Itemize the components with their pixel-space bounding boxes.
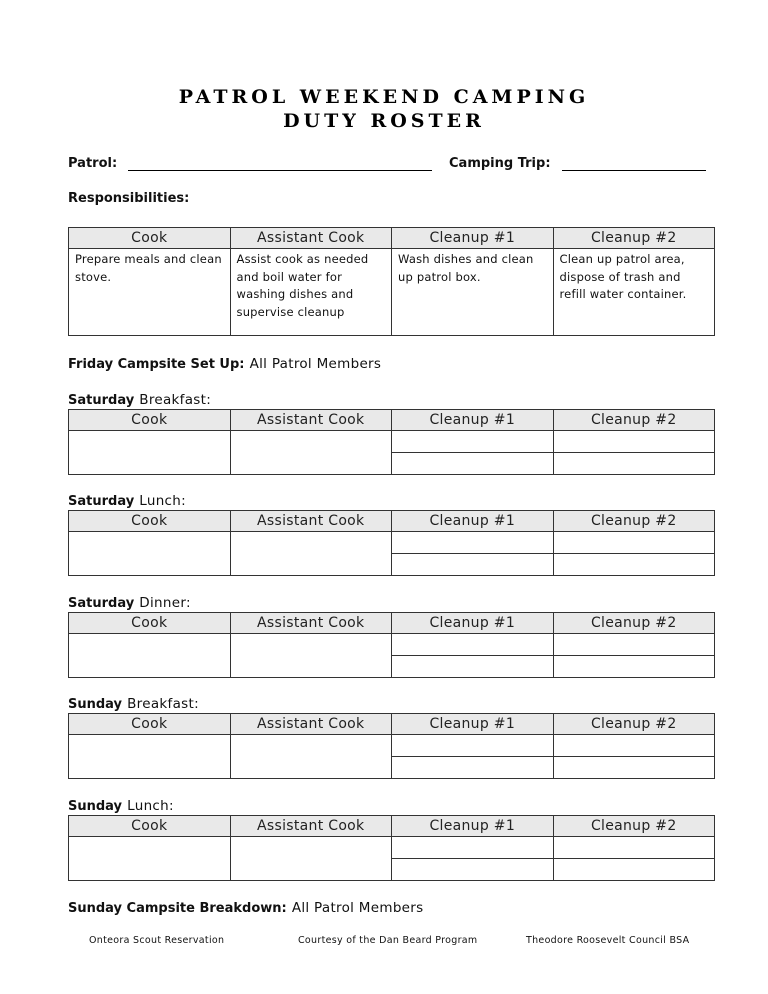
cleanup-2-cell[interactable] (553, 634, 715, 656)
meal-table-saturday-dinner (68, 612, 715, 678)
cleanup-2-cell[interactable] (553, 656, 715, 678)
cleanup-1-cell[interactable] (392, 532, 554, 554)
meal-label-sunday-breakfast (68, 693, 199, 712)
camping-trip-row (449, 152, 706, 171)
sunday-breakdown-label: Sunday Campsite Breakdown: (68, 901, 287, 916)
cook-cell[interactable] (69, 532, 231, 576)
cleanup-1-cell[interactable] (392, 453, 554, 475)
col-cook: Cook (69, 613, 231, 634)
cleanup-1-cell[interactable] (392, 634, 554, 656)
cleanup-1-cell[interactable] (392, 431, 554, 453)
cleanup-2-cell[interactable] (553, 431, 715, 453)
meal-name: Lunch: (127, 798, 174, 814)
resp-header-cleanup-2: Cleanup #2 (553, 228, 715, 249)
meal-name: Breakfast: (127, 696, 199, 712)
meal-day: Saturday (68, 393, 135, 408)
cook-cell[interactable] (69, 837, 231, 881)
cook-cell[interactable] (69, 431, 231, 475)
cleanup-2-cell[interactable] (553, 757, 715, 779)
col-cleanup-2: Cleanup #2 (553, 816, 715, 837)
camping-trip-field[interactable] (562, 156, 706, 171)
cleanup-1-cell[interactable] (392, 837, 554, 859)
friday-setup-row (68, 353, 381, 372)
meal-name: Breakfast: (139, 392, 212, 408)
cleanup-2-cell[interactable] (553, 735, 715, 757)
patrol-label: Patrol: (68, 156, 118, 171)
camping-trip-label: Camping Trip: (449, 156, 551, 171)
patrol-field[interactable] (128, 156, 432, 171)
assistant-cook-cell[interactable] (230, 532, 392, 576)
meal-day: Saturday (68, 596, 135, 611)
col-assistant-cook: Assistant Cook (230, 714, 392, 735)
title-line-2: DUTY ROSTER (283, 110, 485, 132)
meal-label-saturday-lunch (68, 490, 186, 509)
cleanup-2-cell[interactable] (553, 453, 715, 475)
resp-desc-cook: Prepare meals and clean stove. (69, 249, 231, 336)
assistant-cook-cell[interactable] (230, 735, 392, 779)
sunday-breakdown-row (68, 897, 423, 916)
col-cleanup-1: Cleanup #1 (392, 816, 554, 837)
resp-header-cook: Cook (69, 228, 231, 249)
meal-label-saturday-breakfast (68, 389, 211, 408)
col-cook: Cook (69, 816, 231, 837)
cleanup-2-cell[interactable] (553, 554, 715, 576)
assistant-cook-cell[interactable] (230, 837, 392, 881)
patrol-row (68, 152, 432, 171)
col-cook: Cook (69, 410, 231, 431)
cleanup-1-cell[interactable] (392, 757, 554, 779)
col-cleanup-2: Cleanup #2 (553, 410, 715, 431)
friday-setup-value: All Patrol Members (249, 356, 382, 372)
meal-name: Dinner: (139, 595, 191, 611)
footer-left: Onteora Scout Reservation (89, 935, 225, 946)
meal-table-sunday-lunch (68, 815, 715, 881)
col-cleanup-1: Cleanup #1 (392, 511, 554, 532)
footer-right: Theodore Roosevelt Council BSA (526, 935, 690, 946)
meal-label-sunday-lunch (68, 795, 174, 814)
assistant-cook-cell[interactable] (230, 431, 392, 475)
resp-header-cleanup-1: Cleanup #1 (392, 228, 554, 249)
resp-desc-cleanup-1: Wash dishes and clean up patrol box. (392, 249, 554, 336)
cleanup-1-cell[interactable] (392, 859, 554, 881)
sunday-breakdown-value: All Patrol Members (291, 900, 424, 916)
meal-table-sunday-breakfast (68, 713, 715, 779)
meal-name: Lunch: (139, 493, 186, 509)
col-cleanup-2: Cleanup #2 (553, 714, 715, 735)
col-cleanup-1: Cleanup #1 (392, 613, 554, 634)
title-line-1: PATROL WEEKEND CAMPING (178, 86, 590, 108)
col-cleanup-2: Cleanup #2 (553, 613, 715, 634)
col-assistant-cook: Assistant Cook (230, 511, 392, 532)
col-assistant-cook: Assistant Cook (230, 410, 392, 431)
meal-table-saturday-lunch (68, 510, 715, 576)
assistant-cook-cell[interactable] (230, 634, 392, 678)
responsibilities-table (68, 227, 715, 336)
resp-desc-assistant-cook: Assist cook as needed and boil water for washing dishes and supervise cleanup (230, 249, 392, 336)
cleanup-2-cell[interactable] (553, 837, 715, 859)
responsibilities-label: Responsibilities: (68, 191, 190, 206)
meal-day: Sunday (68, 697, 123, 712)
meal-label-saturday-dinner (68, 592, 191, 611)
col-assistant-cook: Assistant Cook (230, 613, 392, 634)
resp-desc-cleanup-2: Clean up patrol area, dispose of trash and refill water container. (553, 249, 715, 336)
cleanup-1-cell[interactable] (392, 735, 554, 757)
col-assistant-cook: Assistant Cook (230, 816, 392, 837)
cleanup-2-cell[interactable] (553, 532, 715, 554)
col-cook: Cook (69, 511, 231, 532)
col-cleanup-1: Cleanup #1 (392, 410, 554, 431)
cleanup-1-cell[interactable] (392, 554, 554, 576)
col-cleanup-2: Cleanup #2 (553, 511, 715, 532)
resp-header-assistant-cook: Assistant Cook (230, 228, 392, 249)
cleanup-1-cell[interactable] (392, 656, 554, 678)
meal-table-saturday-breakfast (68, 409, 715, 475)
cook-cell[interactable] (69, 634, 231, 678)
meal-day: Sunday (68, 799, 123, 814)
meal-day: Saturday (68, 494, 135, 509)
col-cook: Cook (69, 714, 231, 735)
friday-setup-label: Friday Campsite Set Up: (68, 357, 245, 372)
footer-center: Courtesy of the Dan Beard Program (298, 935, 478, 946)
col-cleanup-1: Cleanup #1 (392, 714, 554, 735)
cook-cell[interactable] (69, 735, 231, 779)
cleanup-2-cell[interactable] (553, 859, 715, 881)
